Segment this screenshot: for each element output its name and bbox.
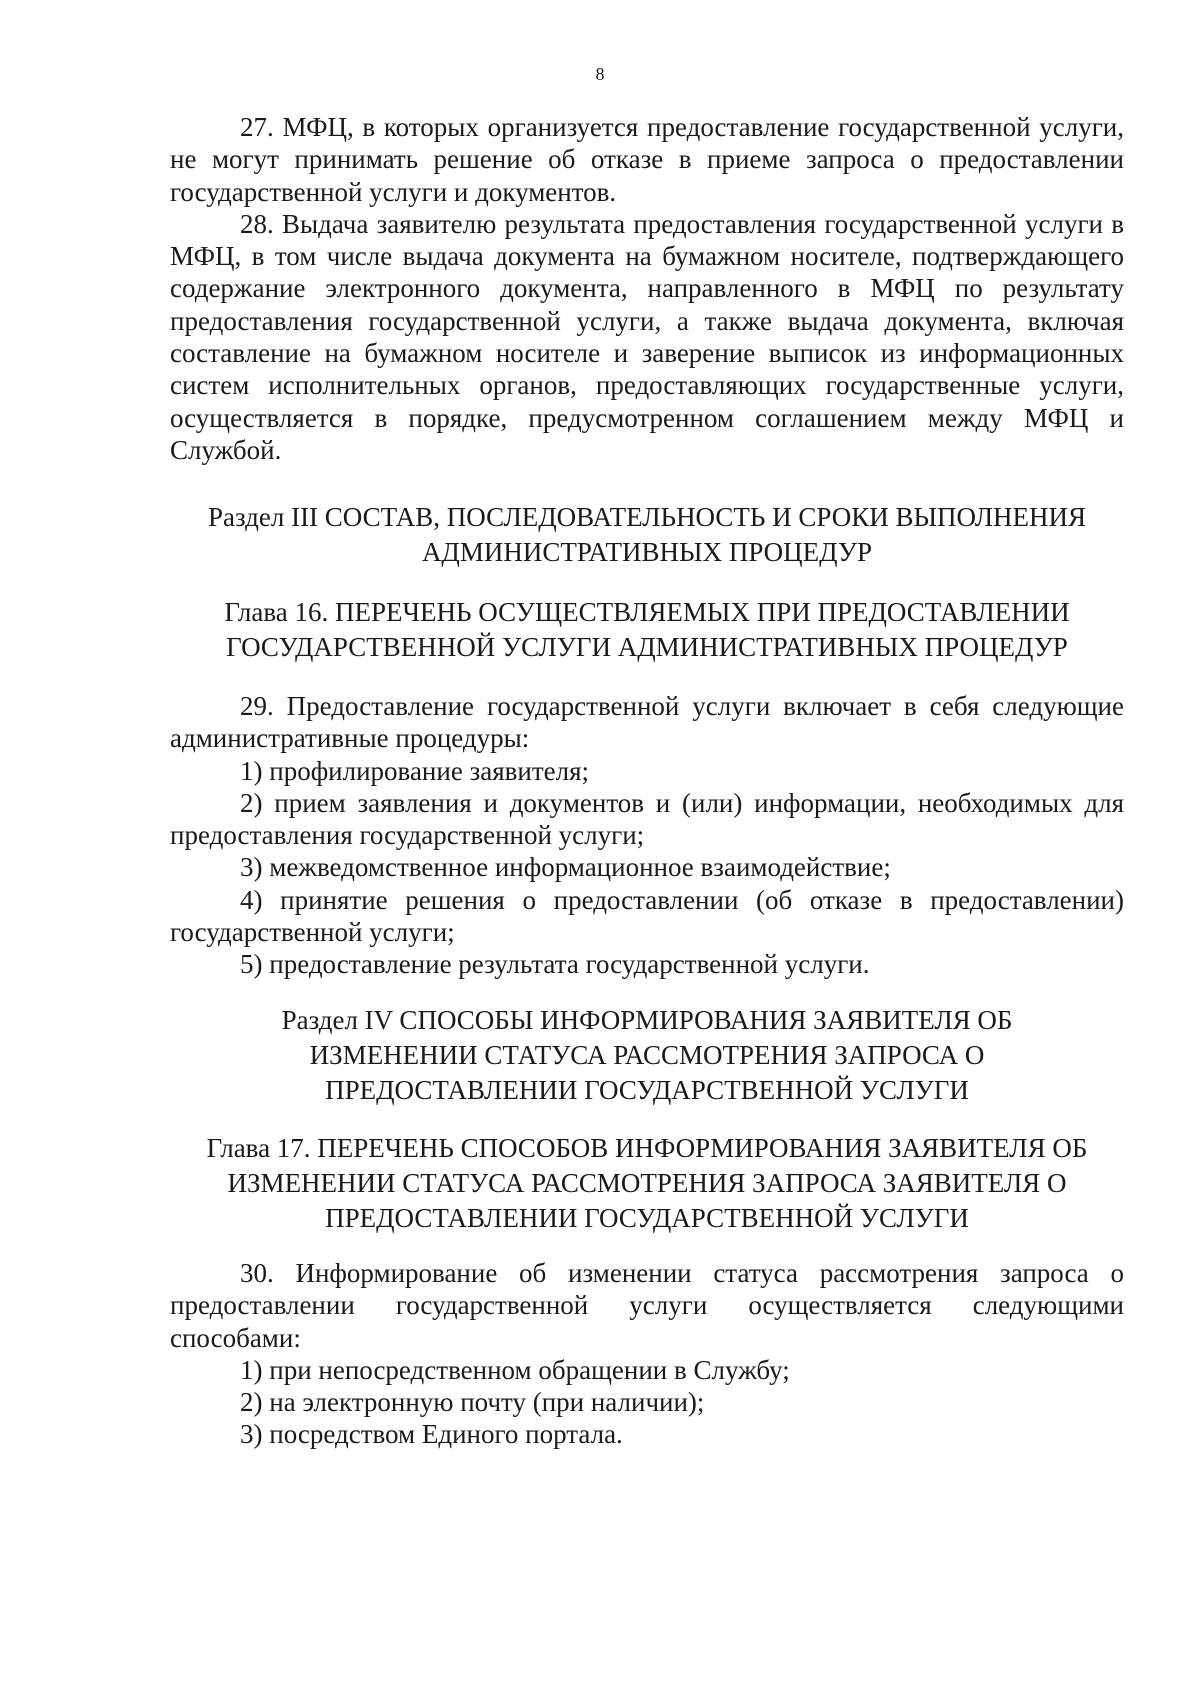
list-item: 2) на электронную почту (при наличии); xyxy=(240,1387,705,1418)
chapter-17-heading-line: ПРЕДОСТАВЛЕНИИ ГОСУДАРСТВЕННОЙ УСЛУГИ xyxy=(325,1203,969,1233)
chapter-17-heading-line: Глава 17. ПЕРЕЧЕНЬ СПОСОБОВ ИНФОРМИРОВАНИЯ ЗАЯВИТЕЛЯ ОБ xyxy=(206,1133,1088,1163)
chapter-17-heading-line: ИЗМЕНЕНИИ СТАТУСА РАССМОТРЕНИЯ ЗАПРОСА ЗАЯВИТЕЛЯ О xyxy=(227,1168,1067,1198)
page-number: 8 xyxy=(595,64,605,84)
section-4-heading xyxy=(165,1003,1129,1108)
section-4-heading-line: ПРЕДОСТАВЛЕНИИ ГОСУДАРСТВЕННОЙ УСЛУГИ xyxy=(325,1075,969,1105)
list-item: 5) предоставление результата государственной услуги. xyxy=(240,949,870,980)
paragraph-block-27-28 xyxy=(170,111,1124,466)
chapter-16-heading-line: ГОСУДАРСТВЕННОЙ УСЛУГИ АДМИНИСТРАТИВНЫХ ПРОЦЕДУР xyxy=(226,632,1068,662)
list-item: 3) посредством Единого портала. xyxy=(240,1419,623,1450)
paragraph-block-29 xyxy=(170,690,1124,981)
paragraph-29: 29. Предоставление государственной услуги включает в себя следующие административные процедуры: xyxy=(170,691,1124,754)
list-item: 2) прием заявления и документов и (или) информации, необходимых для предоставления государственной услуги; xyxy=(170,787,1124,851)
chapter-16-heading xyxy=(165,595,1129,665)
list-item: 4) принятие решения о предоставлении (об отказе в предоставлении) государственной услуги; xyxy=(170,884,1124,948)
section-4-heading-line: Раздел IV СПОСОБЫ ИНФОРМИРОВАНИЯ ЗАЯВИТЕЛЯ ОБ xyxy=(281,1005,1013,1035)
list-item: 1) профилирование заявителя; xyxy=(240,755,590,786)
section-3-heading xyxy=(165,500,1129,570)
section-4-heading-line: ИЗМЕНЕНИИ СТАТУСА РАССМОТРЕНИЯ ЗАПРОСА О xyxy=(309,1040,985,1070)
section-3-heading-line: Раздел III СОСТАВ, ПОСЛЕДОВАТЕЛЬНОСТЬ И СРОКИ ВЫПОЛНЕНИЯ xyxy=(207,502,1087,532)
paragraph-block-30 xyxy=(170,1257,1124,1451)
section-3-heading-line: АДМИНИСТРАТИВНЫХ ПРОЦЕДУР xyxy=(421,537,873,567)
list-item: 1) при непосредственном обращении в Службу; xyxy=(240,1354,790,1385)
paragraph-30: 30. Информирование об изменении статуса рассмотрения запроса о предоставлении государственной услуги осуществляется следующими способами: xyxy=(170,1258,1124,1353)
paragraph-27: 27. МФЦ, в которых организуется предоставление государственной услуги, не могут принимать решение об отказе в приеме запроса о предоставлении государственной услуги и документов. xyxy=(170,112,1124,207)
chapter-17-heading xyxy=(165,1131,1129,1236)
chapter-16-heading-line: Глава 16. ПЕРЕЧЕНЬ ОСУЩЕСТВЛЯЕМЫХ ПРИ ПРЕДОСТАВЛЕНИИ xyxy=(224,597,1070,627)
paragraph-28: 28. Выдача заявителю результата предоставления государственной услуги в МФЦ, в том числе выдача документа на бумажном носителе, подтверждающего содержание электронного документа, направленного в МФЦ по результату предоставления государственной услуги, а также выдача документа, включая составление на бумажном носителе и заверение выписок из информационных систем исполнительных органов, предоставляющих государственные услуги, осуществляется в порядке, предусмотренном соглашением между МФЦ и Службой. xyxy=(170,208,1124,465)
list-item: 3) межведомственное информационное взаимодействие; xyxy=(240,852,891,883)
